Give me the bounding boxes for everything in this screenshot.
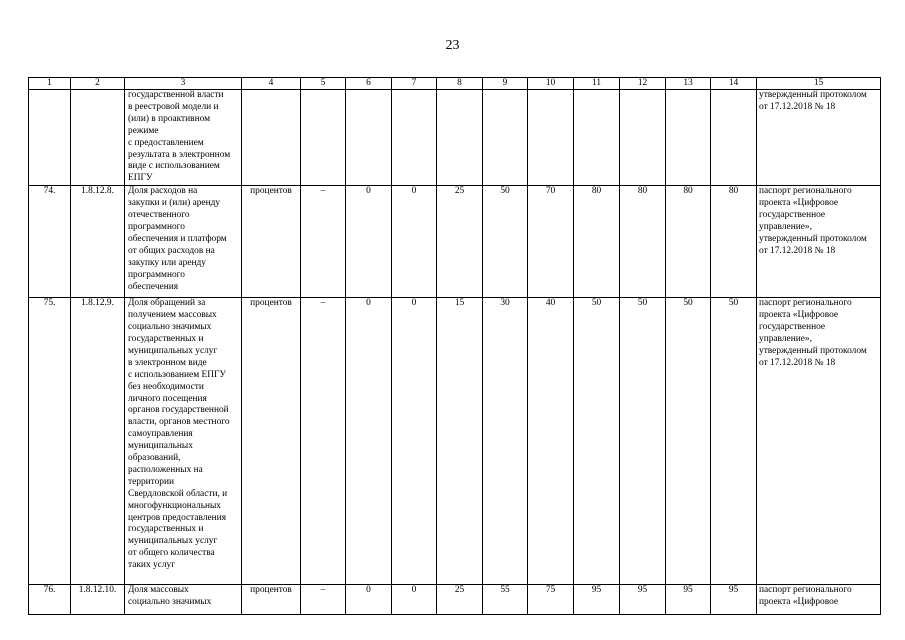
source-document-cell	[757, 585, 881, 615]
source-document-cell	[757, 186, 881, 298]
value-cell: 95	[711, 585, 757, 615]
indicator-code-cell: 1.8.12.8.	[71, 186, 125, 298]
indicator-description-line: результата в электронном	[128, 149, 231, 160]
source-document-line: паспорт регионального	[759, 298, 852, 309]
value-cell: –	[301, 186, 346, 298]
value-cell: 50	[711, 298, 757, 585]
value-cell: –	[301, 585, 346, 615]
source-document-line: государственное	[759, 210, 826, 221]
indicator-description-line: Доля обращений за	[128, 298, 206, 309]
indicator-description-line: от общего количества	[128, 548, 215, 559]
indicator-description-line: отечественного	[128, 210, 190, 221]
row-number-cell	[29, 90, 71, 186]
value-cell: 80	[574, 186, 620, 298]
value-cell: 70	[528, 186, 574, 298]
value-cell	[528, 90, 574, 186]
indicator-description-line: таких услуг	[128, 560, 176, 571]
source-document-cell	[757, 90, 881, 186]
source-document-line: управление»,	[759, 221, 812, 232]
value-cell: 0	[392, 585, 437, 615]
value-cell: 50	[620, 298, 666, 585]
source-document-line: паспорт регионального	[759, 585, 852, 596]
value-cell	[574, 90, 620, 186]
indicator-description-line: режиме	[128, 125, 159, 136]
value-cell: 80	[620, 186, 666, 298]
indicator-description-line: многофункциональных	[128, 500, 221, 511]
unit-cell: процентов	[242, 298, 301, 585]
header-cell: 14	[711, 78, 757, 90]
indicator-description-line: программного	[128, 269, 185, 280]
table-row	[29, 585, 881, 615]
header-cell: 4	[242, 78, 301, 90]
header-cell: 7	[392, 78, 437, 90]
value-cell: 30	[483, 298, 528, 585]
indicator-description-line: обеспечения и платформ	[128, 233, 227, 244]
value-cell	[437, 90, 483, 186]
source-document-cell	[757, 298, 881, 585]
value-cell	[301, 90, 346, 186]
header-cell: 12	[620, 78, 666, 90]
value-cell	[392, 90, 437, 186]
indicator-description-line: государственных и	[128, 333, 204, 344]
source-document-line: проекта «Цифровое	[759, 310, 839, 321]
header-cell: 3	[125, 78, 242, 90]
indicator-description-line: расположенных на	[128, 464, 203, 475]
value-cell: 0	[346, 585, 392, 615]
table-header-row	[29, 78, 881, 90]
value-cell: 0	[392, 186, 437, 298]
value-cell: 40	[528, 298, 574, 585]
indicator-description-line: в электронном виде	[128, 357, 207, 368]
indicator-description-line: государственных и	[128, 524, 204, 535]
value-cell: 55	[483, 585, 528, 615]
header-cell: 15	[757, 78, 881, 90]
value-cell: 50	[666, 298, 711, 585]
indicator-description-line: с использованием ЕПГУ	[128, 369, 227, 380]
page-number: 23	[445, 38, 460, 53]
indicator-description-line: власти, органов местного	[128, 417, 230, 428]
source-document-line: паспорт регионального	[759, 186, 852, 197]
value-cell: 75	[528, 585, 574, 615]
value-cell: 95	[574, 585, 620, 615]
header-cell: 5	[301, 78, 346, 90]
header-cell: 2	[71, 78, 125, 90]
indicator-description-line: ЕПГУ	[128, 173, 153, 184]
header-cell: 6	[346, 78, 392, 90]
indicator-description-cell	[125, 585, 242, 615]
source-document-line: от 17.12.2018 № 18	[759, 101, 836, 112]
indicator-code-cell: 1.8.12.9.	[71, 298, 125, 585]
value-cell: –	[301, 298, 346, 585]
value-cell	[666, 90, 711, 186]
value-cell: 25	[437, 585, 483, 615]
indicator-description-cell	[125, 90, 242, 186]
value-cell: 25	[437, 186, 483, 298]
value-cell	[483, 90, 528, 186]
indicator-code-cell: 1.8.12.10.	[71, 585, 125, 615]
value-cell: 0	[392, 298, 437, 585]
value-cell	[620, 90, 666, 186]
header-cell: 1	[29, 78, 71, 90]
unit-cell	[242, 90, 301, 186]
value-cell	[711, 90, 757, 186]
value-cell: 50	[483, 186, 528, 298]
table-row	[29, 298, 881, 585]
source-document-line: от 17.12.2018 № 18	[759, 357, 836, 368]
indicator-description-cell	[125, 186, 242, 298]
indicator-description-line: программного	[128, 221, 185, 232]
indicator-description-line: Свердловской области, и	[128, 488, 228, 499]
indicator-description-line: социально значимых	[128, 322, 212, 333]
indicator-description-line: закупку или аренду	[128, 257, 206, 268]
indicator-description-line: Доля массовых	[128, 585, 189, 596]
value-cell: 95	[666, 585, 711, 615]
indicator-description-line: в реестровой модели и	[128, 101, 219, 112]
indicator-description-line: государственной власти	[128, 90, 224, 100]
indicator-code-cell	[71, 90, 125, 186]
row-number-cell: 76.	[29, 585, 71, 615]
header-cell: 8	[437, 78, 483, 90]
source-document-line: проекта «Цифровое	[759, 198, 839, 209]
header-cell: 13	[666, 78, 711, 90]
header-cell: 9	[483, 78, 528, 90]
indicator-description-line: от общих расходов на	[128, 245, 215, 256]
source-document-line: утвержденный протоколом	[759, 90, 867, 100]
indicator-description-line: центров предоставления	[128, 512, 227, 523]
indicator-description-line: закупки и (или) аренду	[128, 198, 221, 209]
value-cell: 0	[346, 298, 392, 585]
indicator-description-line: социально значимых	[128, 597, 212, 608]
table-row	[29, 186, 881, 298]
indicator-description-cell	[125, 298, 242, 585]
source-document-line: управление»,	[759, 333, 812, 344]
table-row	[29, 90, 881, 186]
indicator-description-line: органов государственной	[128, 405, 229, 416]
indicator-description-line: получением массовых	[128, 310, 217, 321]
value-cell: 80	[666, 186, 711, 298]
indicator-description-line: (или) в проактивном	[128, 113, 211, 124]
indicator-description-line: территории	[128, 476, 175, 487]
unit-cell: процентов	[242, 585, 301, 615]
indicator-description-line: муниципальных услуг	[128, 536, 218, 547]
indicators-table	[28, 77, 881, 615]
source-document-line: государственное	[759, 322, 826, 333]
indicator-description-line: самоуправления	[128, 429, 193, 440]
indicator-description-line: образований,	[128, 453, 181, 464]
row-number-cell: 75.	[29, 298, 71, 585]
value-cell: 95	[620, 585, 666, 615]
indicator-description-line: без необходимости	[128, 381, 204, 392]
indicator-description-line: с предоставлением	[128, 137, 204, 148]
table-body	[29, 90, 881, 615]
unit-cell: процентов	[242, 186, 301, 298]
indicator-description-line: виде с использованием	[128, 161, 220, 172]
indicator-description-line: Доля расходов на	[128, 186, 198, 197]
indicator-description-line: личного посещения	[128, 393, 207, 404]
value-cell	[346, 90, 392, 186]
source-document-line: от 17.12.2018 № 18	[759, 245, 836, 256]
value-cell: 50	[574, 298, 620, 585]
header-cell: 10	[528, 78, 574, 90]
indicator-description-line: обеспечения	[128, 281, 179, 292]
row-number-cell: 74.	[29, 186, 71, 298]
source-document-line: утвержденный протоколом	[759, 233, 867, 244]
value-cell: 15	[437, 298, 483, 585]
indicator-description-line: муниципальных услуг	[128, 345, 218, 356]
indicator-description-line: муниципальных	[128, 441, 193, 452]
source-document-line: утвержденный протоколом	[759, 345, 867, 356]
value-cell: 0	[346, 186, 392, 298]
source-document-line: проекта «Цифровое	[759, 597, 839, 608]
value-cell: 80	[711, 186, 757, 298]
header-cell: 11	[574, 78, 620, 90]
